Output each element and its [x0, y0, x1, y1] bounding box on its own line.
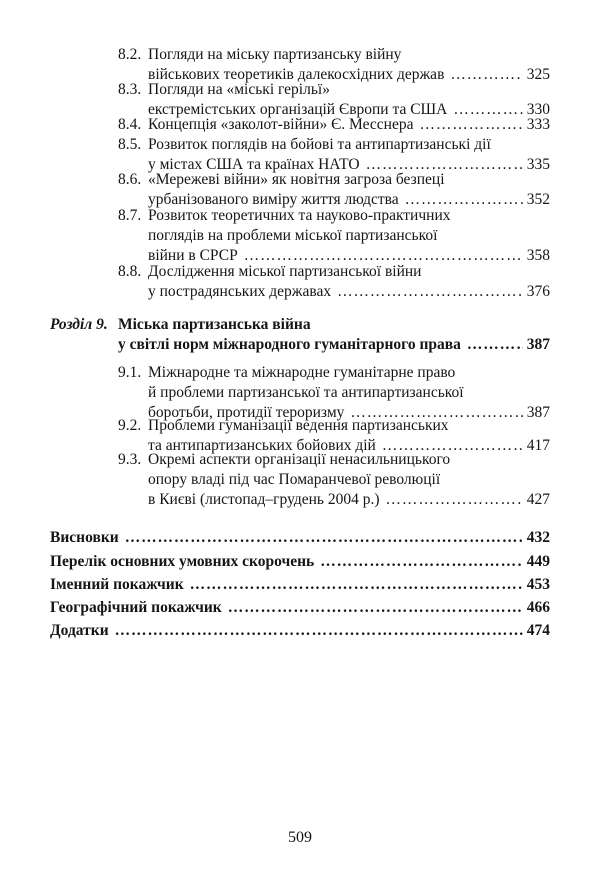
- page-ref: 376: [526, 283, 550, 300]
- entry-title-line: екстремістських організацій Європи та США: [148, 101, 448, 118]
- toc-abbreviations[interactable]: [50, 552, 550, 572]
- back-matter-title: Додатки: [50, 622, 109, 639]
- page-ref: 330: [526, 101, 550, 118]
- dot-leader: [115, 621, 523, 641]
- back-matter-title: Перелік основних умовних скорочень: [50, 553, 315, 570]
- dot-leader: [337, 282, 523, 302]
- page-ref: 417: [526, 437, 550, 454]
- entry-title-line: Погляди на «міські герільї»: [148, 81, 330, 98]
- section-number: 8.8.: [118, 263, 142, 280]
- entry-title-line: війни в СРСР: [148, 247, 238, 264]
- page-ref: 358: [526, 247, 550, 264]
- toc-appendices[interactable]: [50, 621, 550, 641]
- page-ref: 427: [526, 491, 550, 508]
- entry-title-line: урбанізованого виміру життя людства: [148, 191, 399, 208]
- entry-title-line: Дослідження міської партизанської війни: [148, 263, 422, 280]
- entry-title-line: «Мережеві війни» як новітня загроза безпеці: [148, 171, 445, 188]
- page-ref: 432: [526, 529, 550, 546]
- toc-name-index[interactable]: [50, 575, 550, 595]
- toc-conclusions[interactable]: [50, 528, 550, 548]
- toc-entry-8-7[interactable]: [118, 206, 550, 266]
- page-ref: 387: [526, 404, 550, 421]
- chapter-title-line: Міська партизанська війна: [118, 316, 311, 333]
- entry-title-line: військових теоретиків далекосхідних держав: [148, 66, 445, 83]
- dot-leader: [125, 528, 523, 548]
- toc-entry-8-5[interactable]: [118, 135, 550, 175]
- page-ref: 333: [526, 116, 550, 133]
- toc-entry-9-3[interactable]: [118, 450, 550, 510]
- entry-title-line: опору владі під час Помаранчевої революції: [148, 471, 441, 488]
- dot-leader: [228, 598, 523, 618]
- section-number: 8.2.: [118, 46, 142, 63]
- section-number: 9.1.: [118, 364, 142, 381]
- dot-leader: [190, 575, 523, 595]
- dot-leader: [320, 552, 523, 572]
- entry-title-line: Погляди на міську партизанську війну: [148, 46, 402, 63]
- section-number: 9.3.: [118, 451, 142, 468]
- section-number: 8.5.: [118, 136, 142, 153]
- entry-title-line: у пострадянських державах: [148, 283, 332, 300]
- back-matter-title: Географічний покажчик: [50, 599, 222, 616]
- section-number: 8.6.: [118, 171, 142, 188]
- entry-title-line: й проблеми партизанської та антипартизанської: [148, 384, 464, 401]
- page-ref: 449: [526, 553, 550, 570]
- entry-title-line: Розвиток поглядів на бойові та антипартизанські дії: [148, 136, 491, 153]
- page-ref: 387: [526, 336, 550, 353]
- entry-title-line: в Києві (листопад–грудень 2004 р.): [148, 491, 380, 508]
- entry-title-line: Концепція «заколот-війни» Є. Месснера: [148, 116, 414, 133]
- page-ref: 335: [526, 156, 550, 173]
- page-ref: 453: [526, 576, 550, 593]
- toc-entry-8-6[interactable]: [118, 170, 550, 210]
- dot-leader: [386, 490, 523, 510]
- entry-title-line: Окремі аспекти організації ненасильницького: [148, 451, 451, 468]
- dot-leader: [419, 115, 522, 135]
- chapter-number: Розділ 9.: [50, 316, 108, 333]
- section-number: 8.3.: [118, 81, 142, 98]
- toc-entry-8-3[interactable]: [118, 80, 550, 120]
- back-matter-title: Іменний покажчик: [50, 576, 184, 593]
- toc-entry-8-8[interactable]: [118, 262, 550, 302]
- toc-entry-8-2[interactable]: [118, 45, 550, 85]
- toc-geographic-index[interactable]: [50, 598, 550, 618]
- page-number: 509: [288, 829, 312, 846]
- page-ref: 466: [526, 599, 550, 616]
- page-ref: 325: [526, 66, 550, 83]
- entry-title-line: та антипартизанських бойових дій: [148, 437, 376, 454]
- chapter-title-line: у світлі норм міжнародного гуманітарного права: [118, 336, 461, 353]
- section-number: 9.2.: [118, 417, 142, 434]
- section-number: 8.7.: [118, 207, 142, 224]
- back-matter-title: Висновки: [50, 529, 119, 546]
- toc-entry-8-4[interactable]: [118, 115, 550, 135]
- section-number: 8.4.: [118, 116, 142, 133]
- entry-title-line: боротьби, протидії тероризму: [148, 404, 345, 421]
- entry-title-line: у містах США та країнах НАТО: [148, 156, 360, 173]
- page-ref: 474: [526, 622, 550, 639]
- entry-title-line: Розвиток теоретичних та науково-практичних: [148, 207, 451, 224]
- toc-entry-9-1[interactable]: [118, 363, 550, 423]
- entry-title-line: Проблеми гуманізації ведення партизанських: [148, 417, 449, 434]
- page-ref: 352: [526, 191, 550, 208]
- toc-chapter-9[interactable]: [50, 315, 550, 355]
- entry-title-line: поглядів на проблеми міської партизанської: [148, 227, 438, 244]
- dot-leader: [467, 335, 523, 355]
- entry-title-line: Міжнародне та міжнародне гуманітарне право: [148, 364, 456, 381]
